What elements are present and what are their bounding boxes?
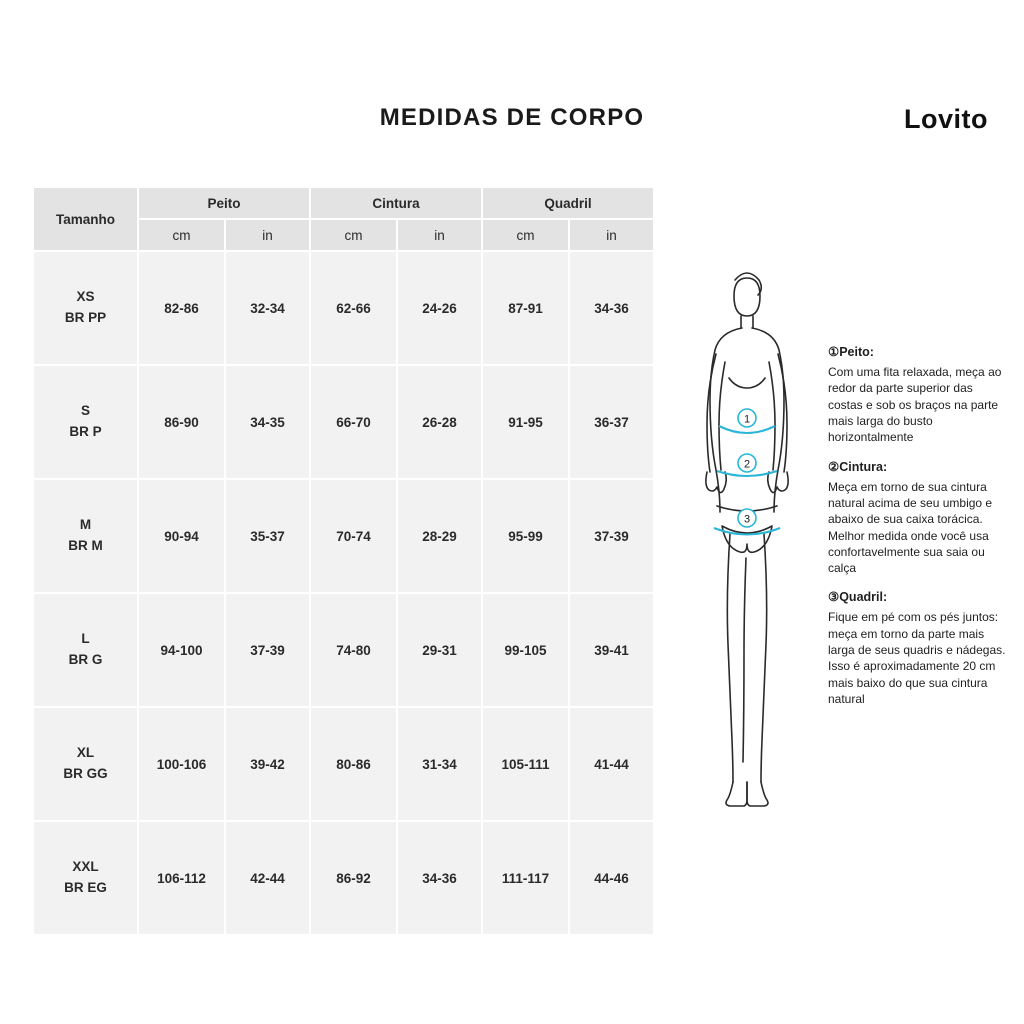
table-row [33, 251, 654, 365]
leg-right-outer [761, 534, 767, 782]
row-size-label [33, 251, 138, 365]
header-group-cintura: Cintura [310, 187, 482, 219]
marker-3-label: 3 [743, 513, 751, 526]
cell-quadril-in: 36-37 [569, 365, 654, 479]
head-icon [734, 278, 760, 316]
marker-2-label: 2 [743, 458, 751, 471]
cell-cintura-cm: 70-74 [310, 479, 397, 593]
cell-peito-in: 42-44 [225, 821, 310, 935]
header-unit-quadril-in: in [569, 219, 654, 251]
cell-peito-in: 39-42 [225, 707, 310, 821]
cell-peito-cm: 90-94 [138, 479, 225, 593]
cell-quadril-in: 41-44 [569, 707, 654, 821]
neck-icon [741, 316, 753, 328]
size-table [32, 186, 655, 936]
note-peito-title: ①Peito: [828, 345, 874, 359]
row-size-label [33, 707, 138, 821]
size-intl: L [81, 631, 90, 647]
cell-quadril-cm: 99-105 [482, 593, 569, 707]
note-cintura [828, 459, 1006, 577]
cell-cintura-cm: 74-80 [310, 593, 397, 707]
cell-peito-in: 34-35 [225, 365, 310, 479]
size-br: BR EG [64, 880, 107, 895]
marker-1-label: 1 [743, 413, 751, 426]
header-unit-peito-in: in [225, 219, 310, 251]
cell-cintura-cm: 62-66 [310, 251, 397, 365]
row-size-label [33, 593, 138, 707]
row-size-label [33, 479, 138, 593]
cell-quadril-in: 34-36 [569, 251, 654, 365]
table-header-group-row [33, 187, 654, 219]
cell-peito-cm: 100-106 [138, 707, 225, 821]
header-unit-quadril-cm: cm [482, 219, 569, 251]
arm-right-outer [778, 354, 787, 472]
note-quadril-body: Fique em pé com os pés juntos: meça em torno da parte mais larga de seus quadris e nádegas. Isso é aproximadamente 20 cm mais baixo do que sua cintura natural [828, 610, 1006, 706]
table-row [33, 365, 654, 479]
cell-quadril-cm: 95-99 [482, 479, 569, 593]
note-peito-body: Com uma fita relaxada, meça ao redor da parte superior das costas e sob os braços na parte mais larga do busto horizontalmente [828, 365, 1002, 445]
cell-peito-cm: 106-112 [138, 821, 225, 935]
foot-left-icon [726, 782, 747, 806]
header-group-quadril: Quadril [482, 187, 654, 219]
note-peito [828, 344, 1006, 446]
header-group-peito: Peito [138, 187, 310, 219]
cell-cintura-cm: 66-70 [310, 365, 397, 479]
cell-cintura-in: 29-31 [397, 593, 482, 707]
cell-quadril-in: 39-41 [569, 593, 654, 707]
header-unit-peito-cm: cm [138, 219, 225, 251]
cell-peito-in: 37-39 [225, 593, 310, 707]
brand-logo: Lovito [904, 104, 988, 134]
size-br: BR G [68, 652, 103, 667]
note-quadril-title: ③Quadril: [828, 590, 888, 605]
arm-left-outer [707, 354, 716, 472]
size-intl: XS [76, 289, 95, 305]
note-quadril [828, 589, 1006, 707]
row-size-label [33, 365, 138, 479]
cell-quadril-cm: 111-117 [482, 821, 569, 935]
size-br: BR P [69, 424, 102, 439]
size-intl: XL [76, 745, 95, 761]
table-row [33, 593, 654, 707]
size-intl: M [79, 517, 92, 533]
cell-cintura-cm: 86-92 [310, 821, 397, 935]
cell-quadril-in: 44-46 [569, 821, 654, 935]
arm-right-inner [769, 362, 775, 470]
body-figure [672, 258, 822, 828]
arm-left-inner [719, 362, 725, 470]
bust-outline [729, 378, 765, 388]
cell-peito-cm: 82-86 [138, 251, 225, 365]
size-intl: S [80, 403, 90, 419]
row-size-label [33, 821, 138, 935]
header-unit-cintura-in: in [397, 219, 482, 251]
table-row [33, 707, 654, 821]
cell-quadril-in: 37-39 [569, 479, 654, 593]
cell-peito-cm: 86-90 [138, 365, 225, 479]
cell-cintura-in: 31-34 [397, 707, 482, 821]
cell-cintura-in: 24-26 [397, 251, 482, 365]
cell-cintura-in: 28-29 [397, 479, 482, 593]
size-br: BR M [68, 538, 103, 553]
foot-right-icon [747, 782, 768, 806]
measurement-notes [828, 344, 1006, 720]
size-intl: XXL [72, 859, 99, 875]
size-table-container [32, 186, 654, 936]
cell-peito-in: 35-37 [225, 479, 310, 593]
header-size: Tamanho [33, 187, 138, 251]
size-br: BR GG [63, 766, 108, 781]
cell-cintura-cm: 80-86 [310, 707, 397, 821]
figure-markers [738, 409, 756, 527]
note-cintura-title: ②Cintura: [828, 459, 888, 474]
table-row [33, 479, 654, 593]
cell-quadril-cm: 91-95 [482, 365, 569, 479]
leg-left-outer [727, 534, 733, 782]
cell-peito-cm: 94-100 [138, 593, 225, 707]
page-title: MEDIDAS DE CORPO [379, 104, 645, 131]
cell-quadril-cm: 87-91 [482, 251, 569, 365]
body-figure-svg [672, 258, 822, 828]
cell-cintura-in: 26-28 [397, 365, 482, 479]
note-cintura-body: Meça em torno de sua cintura natural acima de seu umbigo e abaixo de sua caixa torácica. Melhor medida onde você usa confortavelmente sua saia ou calça [828, 479, 993, 576]
leg-inner-center [743, 558, 746, 762]
table-row [33, 821, 654, 935]
cell-cintura-in: 34-36 [397, 821, 482, 935]
size-br: BR PP [64, 310, 107, 325]
cell-peito-in: 32-34 [225, 251, 310, 365]
header-unit-cintura-cm: cm [310, 219, 397, 251]
cell-quadril-cm: 105-111 [482, 707, 569, 821]
